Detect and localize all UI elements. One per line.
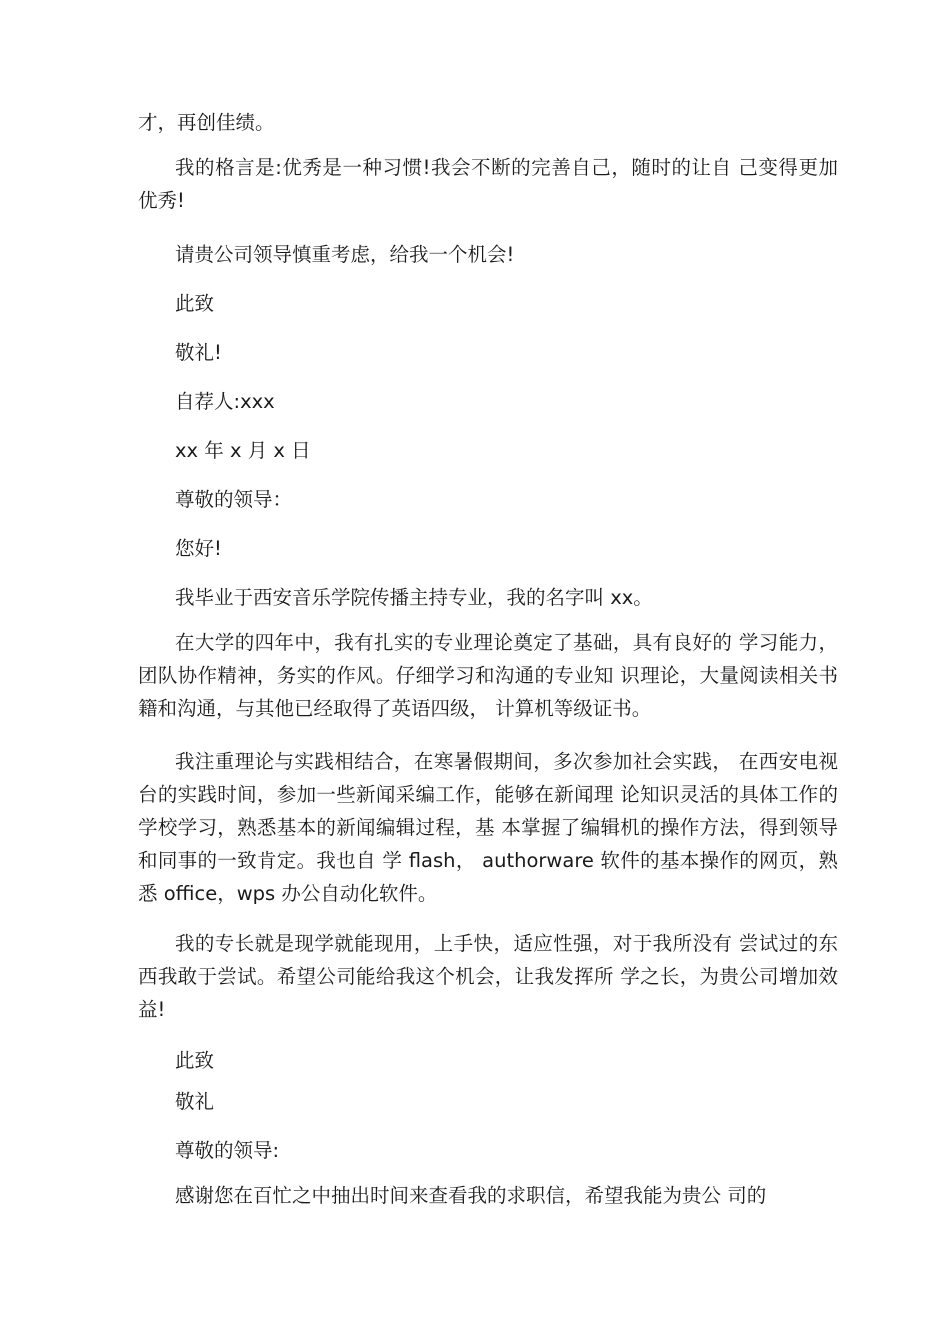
paragraph-practice: 我注重理论与实践相结合，在寒暑假期间，多次参加社会实践， 在西安电视台的实践时间，参加一些新闻采编工作，能够在新闻理 论知识灵活的具体工作的学校学习，熟悉基本的新闻编辑过程，基 本掌握了编辑机的操作方法，得到领导和同事的一致肯定。我也自 学 flash， authorware 软件的基本操作的网页，熟悉 office，wps 办公自动化软件。 (138, 750, 838, 905)
paragraph-intro: 我毕业于西安音乐学院传播主持专业，我的名字叫 xx。 (175, 586, 653, 609)
paragraph-strengths: 我的专长就是现学就能现用，上手快，适应性强，对于我所没有 尝试过的东西我敢于尝试。希望公司能给我这个机会，让我发挥所 学之长，为贵公司增加效益! (138, 932, 838, 1021)
paragraph-closing-line: 才，再创佳绩。 (138, 111, 275, 134)
paragraph-thanks: 感谢您在百忙之中抽出时间来查看我的求职信，希望我能为贵公 司的 (175, 1184, 767, 1207)
salutation-jingli: 敬礼! (175, 341, 222, 364)
letter-greeting: 尊敬的领导： (175, 488, 293, 511)
paragraph-university: 在大学的四年中，我有扎实的专业理论奠定了基础，具有良好的 学习能力，团队协作精神，务实的作风。仔细学习和沟通的专业知 识理论，大量阅读相关书籍和沟通，与其他已经取得了英语四级， 计算机等级证书。 (138, 631, 838, 720)
paragraph-motto: 我的格言是:优秀是一种习惯!我会不断的完善自己，随时的让自 己变得更加优秀! (138, 156, 838, 212)
salutation-cizhi-2: 此致 (175, 1049, 215, 1072)
salutation-jingli-2: 敬礼 (175, 1090, 215, 1113)
signature-name: 自荐人:xxx (175, 390, 275, 413)
salutation-cizhi: 此致 (175, 292, 215, 315)
paragraph-request: 请贵公司领导慎重考虑，给我一个机会! (175, 243, 515, 266)
letter-hello: 您好! (175, 537, 222, 560)
letter-greeting-2: 尊敬的领导: (175, 1139, 280, 1162)
signature-date: xx 年 x 月 x 日 (175, 439, 311, 462)
